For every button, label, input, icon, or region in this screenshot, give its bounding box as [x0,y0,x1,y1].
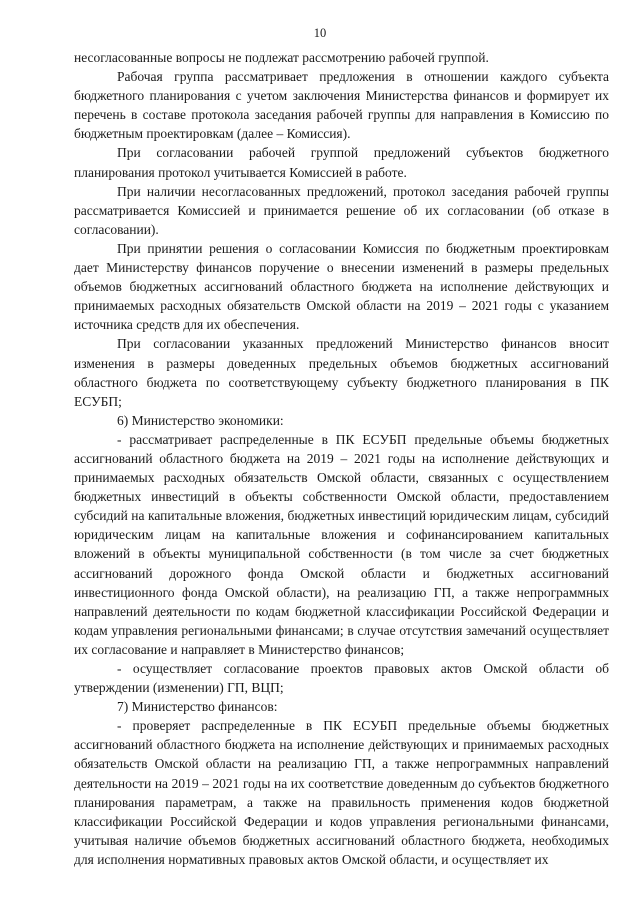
paragraph: При согласовании указанных предложений Министерство финансов вносит изменения в размеры доведенных предельных объемов бюджетных ассигнований областного бюджета по соответствующему субъекту бюджетного планирования в ПК ЕСУБП; [74,336,609,409]
page-number: 10 [313,26,327,40]
section-heading: 6) Министерство экономики: [117,412,284,428]
list-item: - осуществляет согласование проектов правовых актов Омской области об утверждении (изменении) ГП, ВЦП; [74,661,609,696]
paragraph: несогласованные вопросы не подлежат рассмотрению рабочей группой. [74,50,489,65]
section-heading: 7) Министерство финансов: [117,699,278,715]
list-item: - рассматривает распределенные в ПК ЕСУБП предельные объемы бюджетных ассигнований областного бюджета на 2019 – 2021 годы на исполнение действующих и принимаемых расходных обязательств Омской области, связанных с осуществлением бюджетных инвестиций в объекты собственности Омской области, предоставлением субсидий на капитальные вложения, бюджетных инвестиций юридическим лицам, субсидий юридическим лицам на капитальные вложения и софинансированием капитальных вложений в объекты муниципальной собственности (в том числе за счет бюджетных ассигнований дорожного фонда Омской области и бюджетных ассигнований инвестиционного фонда Омской области), на реализацию ГП, а также непрограммных направлений деятельности по кодам бюджетной классификации Российской Федерации и кодам управления региональными финансами; в случае отсутствия замечаний осуществляет их согласование и направляет в Министерство финансов; [74,431,609,657]
paragraph: Рабочая группа рассматривает предложения в отношении каждого субъекта бюджетного планирования с учетом заключения Министерства финансов и формирует их перечень в составе протокола заседания рабочей группы для направления в Комиссию по бюджетным проектировкам (далее – Комиссия). [74,69,609,142]
document-body [74,48,609,869]
paragraph: При согласовании рабочей группой предложений субъектов бюджетного планирования протокол учитывается Комиссией в работе. [74,145,609,180]
paragraph: При принятии решения о согласовании Комиссия по бюджетным проектировкам дает Министерству финансов поручение о внесении изменений в размеры предельных объемов бюджетных ассигнований областного бюджета на исполнение действующих и принимаемых расходных обязательств Омской области на 2019 – 2021 годы с указанием источника средств для их обеспечения. [74,240,609,333]
paragraph: При наличии несогласованных предложений, протокол заседания рабочей группы рассматривается Комиссией и принимается решение об их согласовании (об отказе в согласовании). [74,183,609,237]
list-item: - проверяет распределенные в ПК ЕСУБП предельные объемы бюджетных ассигнований областного бюджета на исполнение действующих и принимаемых расходных обязательств Омской области на реализацию ГП, а также непрограммных направлений деятельности на 2019 – 2021 годы на их соответствие доведенным до субъектов бюджетного планирования параметрам, а также на правильность применения кодов бюджетной классификации Российской Федерации и кодов управления региональными финансами, учитывая наличие объемов бюджетных ассигнований областного бюджета, необходимых для исполнения нормативных правовых актов Омской области, и осуществляет их [74,718,609,867]
